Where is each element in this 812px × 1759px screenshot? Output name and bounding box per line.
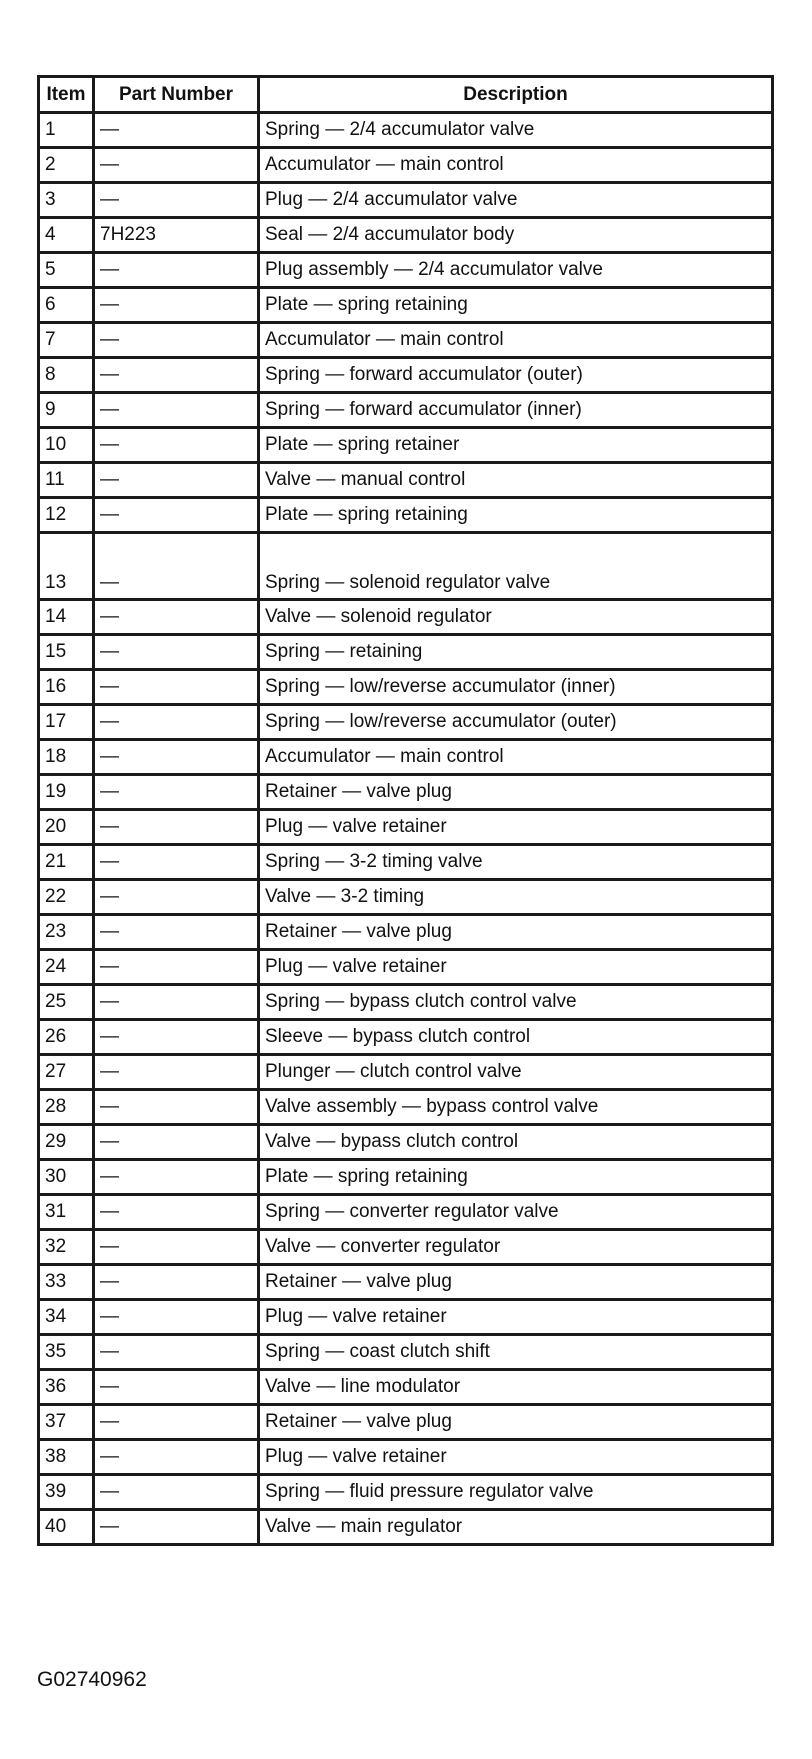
cell-description: Spring — bypass clutch control valve [259,985,773,1020]
cell-description: Spring — low/reverse accumulator (inner) [259,670,773,705]
cell-item: 33 [39,1265,94,1300]
table-row [39,1055,773,1090]
table-row [39,635,773,670]
cell-item: 9 [39,393,94,428]
cell-description: Spring — forward accumulator (inner) [259,393,773,428]
cell-part-number: — [94,183,259,218]
cell-description: Plug — valve retainer [259,950,773,985]
cell-part-number: — [94,1300,259,1335]
table-row [39,600,773,635]
cell-part-number: — [94,915,259,950]
cell-part-number: — [94,705,259,740]
cell-part-number: — [94,635,259,670]
cell-item: 19 [39,775,94,810]
cell-description: Plug — valve retainer [259,810,773,845]
cell-description: Spring — solenoid regulator valve [259,533,773,600]
table-row [39,1300,773,1335]
cell-item: 1 [39,113,94,148]
cell-part-number: — [94,950,259,985]
cell-part-number: — [94,740,259,775]
cell-part-number: — [94,1510,259,1545]
table-row [39,740,773,775]
cell-item: 35 [39,1335,94,1370]
table-body [39,113,773,1545]
cell-description: Spring — forward accumulator (outer) [259,358,773,393]
header-item: Item [39,77,94,113]
cell-item: 2 [39,148,94,183]
cell-item: 30 [39,1160,94,1195]
cell-part-number: — [94,393,259,428]
cell-description: Plate — spring retainer [259,428,773,463]
table-row [39,393,773,428]
cell-part-number: — [94,498,259,533]
cell-description: Spring — retaining [259,635,773,670]
table-row [39,810,773,845]
cell-description: Accumulator — main control [259,323,773,358]
cell-part-number: — [94,358,259,393]
cell-description: Plug — 2/4 accumulator valve [259,183,773,218]
table-row [39,113,773,148]
cell-item: 13 [39,533,94,600]
cell-item: 31 [39,1195,94,1230]
cell-description: Retainer — valve plug [259,1265,773,1300]
cell-part-number: — [94,1475,259,1510]
cell-part-number: — [94,1405,259,1440]
cell-description: Spring — converter regulator valve [259,1195,773,1230]
table-row [39,288,773,323]
cell-part-number: — [94,323,259,358]
cell-part-number: 7H223 [94,218,259,253]
table-row [39,428,773,463]
table-row [39,148,773,183]
cell-description: Accumulator — main control [259,148,773,183]
cell-item: 22 [39,880,94,915]
cell-item: 39 [39,1475,94,1510]
figure-id: G02740962 [37,1668,147,1691]
header-description: Description [259,77,773,113]
cell-part-number: — [94,845,259,880]
table-row [39,1160,773,1195]
cell-item: 17 [39,705,94,740]
cell-item: 38 [39,1440,94,1475]
cell-item: 8 [39,358,94,393]
cell-description: Retainer — valve plug [259,775,773,810]
cell-part-number: — [94,775,259,810]
cell-part-number: — [94,1020,259,1055]
cell-description: Plate — spring retaining [259,288,773,323]
cell-item: 28 [39,1090,94,1125]
cell-description: Plug assembly — 2/4 accumulator valve [259,253,773,288]
cell-description: Plunger — clutch control valve [259,1055,773,1090]
cell-part-number: — [94,1230,259,1265]
table-row [39,1510,773,1545]
table-row [39,463,773,498]
cell-description: Sleeve — bypass clutch control [259,1020,773,1055]
table-row [39,1020,773,1055]
cell-description: Plug — valve retainer [259,1300,773,1335]
cell-item: 7 [39,323,94,358]
cell-part-number: — [94,1370,259,1405]
table-row [39,218,773,253]
cell-item: 16 [39,670,94,705]
cell-description: Spring — fluid pressure regulator valve [259,1475,773,1510]
cell-item: 10 [39,428,94,463]
table-row [39,498,773,533]
cell-item: 36 [39,1370,94,1405]
cell-item: 24 [39,950,94,985]
cell-description: Valve — manual control [259,463,773,498]
cell-item: 32 [39,1230,94,1265]
cell-item: 27 [39,1055,94,1090]
table-row [39,1230,773,1265]
cell-description: Spring — low/reverse accumulator (outer) [259,705,773,740]
table-row [39,915,773,950]
cell-part-number: — [94,463,259,498]
table-row [39,670,773,705]
cell-item: 6 [39,288,94,323]
cell-description: Valve — main regulator [259,1510,773,1545]
cell-description: Spring — 3-2 timing valve [259,845,773,880]
cell-item: 29 [39,1125,94,1160]
cell-description: Plate — spring retaining [259,498,773,533]
table-row [39,1370,773,1405]
cell-description: Plug — valve retainer [259,1440,773,1475]
table-row [39,1335,773,1370]
cell-item: 15 [39,635,94,670]
header-part-number: Part Number [94,77,259,113]
cell-part-number: — [94,288,259,323]
table-row [39,985,773,1020]
cell-part-number: — [94,1055,259,1090]
table-row [39,1090,773,1125]
table-row [39,880,773,915]
table-row [39,183,773,218]
cell-item: 21 [39,845,94,880]
cell-part-number: — [94,810,259,845]
table-row [39,950,773,985]
cell-item: 20 [39,810,94,845]
table-row [39,845,773,880]
cell-description: Valve — 3-2 timing [259,880,773,915]
cell-part-number: — [94,1160,259,1195]
cell-description: Valve — line modulator [259,1370,773,1405]
cell-item: 12 [39,498,94,533]
table-row [39,533,773,600]
cell-part-number: — [94,1440,259,1475]
cell-description: Accumulator — main control [259,740,773,775]
cell-item: 25 [39,985,94,1020]
parts-table [37,75,774,1546]
cell-part-number: — [94,148,259,183]
cell-description: Spring — coast clutch shift [259,1335,773,1370]
cell-part-number: — [94,985,259,1020]
table-row [39,775,773,810]
cell-item: 5 [39,253,94,288]
cell-item: 34 [39,1300,94,1335]
table-row [39,1440,773,1475]
cell-part-number: — [94,880,259,915]
cell-description: Valve — bypass clutch control [259,1125,773,1160]
cell-description: Seal — 2/4 accumulator body [259,218,773,253]
table-header-row [39,77,773,113]
cell-part-number: — [94,428,259,463]
cell-part-number: — [94,670,259,705]
cell-description: Valve — solenoid regulator [259,600,773,635]
cell-part-number: — [94,600,259,635]
cell-item: 23 [39,915,94,950]
cell-item: 3 [39,183,94,218]
cell-item: 40 [39,1510,94,1545]
table-row [39,1475,773,1510]
table-row [39,323,773,358]
table-row [39,253,773,288]
table-row [39,1125,773,1160]
table-row [39,1265,773,1300]
cell-part-number: — [94,1195,259,1230]
cell-part-number: — [94,1265,259,1300]
cell-item: 11 [39,463,94,498]
cell-item: 37 [39,1405,94,1440]
cell-item: 18 [39,740,94,775]
cell-description: Plate — spring retaining [259,1160,773,1195]
cell-description: Spring — 2/4 accumulator valve [259,113,773,148]
cell-part-number: — [94,113,259,148]
cell-item: 26 [39,1020,94,1055]
cell-part-number: — [94,1090,259,1125]
cell-item: 14 [39,600,94,635]
cell-description: Retainer — valve plug [259,915,773,950]
table-row [39,1195,773,1230]
cell-part-number: — [94,533,259,600]
cell-part-number: — [94,253,259,288]
cell-description: Retainer — valve plug [259,1405,773,1440]
cell-part-number: — [94,1125,259,1160]
cell-description: Valve — converter regulator [259,1230,773,1265]
cell-description: Valve assembly — bypass control valve [259,1090,773,1125]
table-row [39,358,773,393]
cell-item: 4 [39,218,94,253]
cell-part-number: — [94,1335,259,1370]
table-row [39,705,773,740]
table-row [39,1405,773,1440]
